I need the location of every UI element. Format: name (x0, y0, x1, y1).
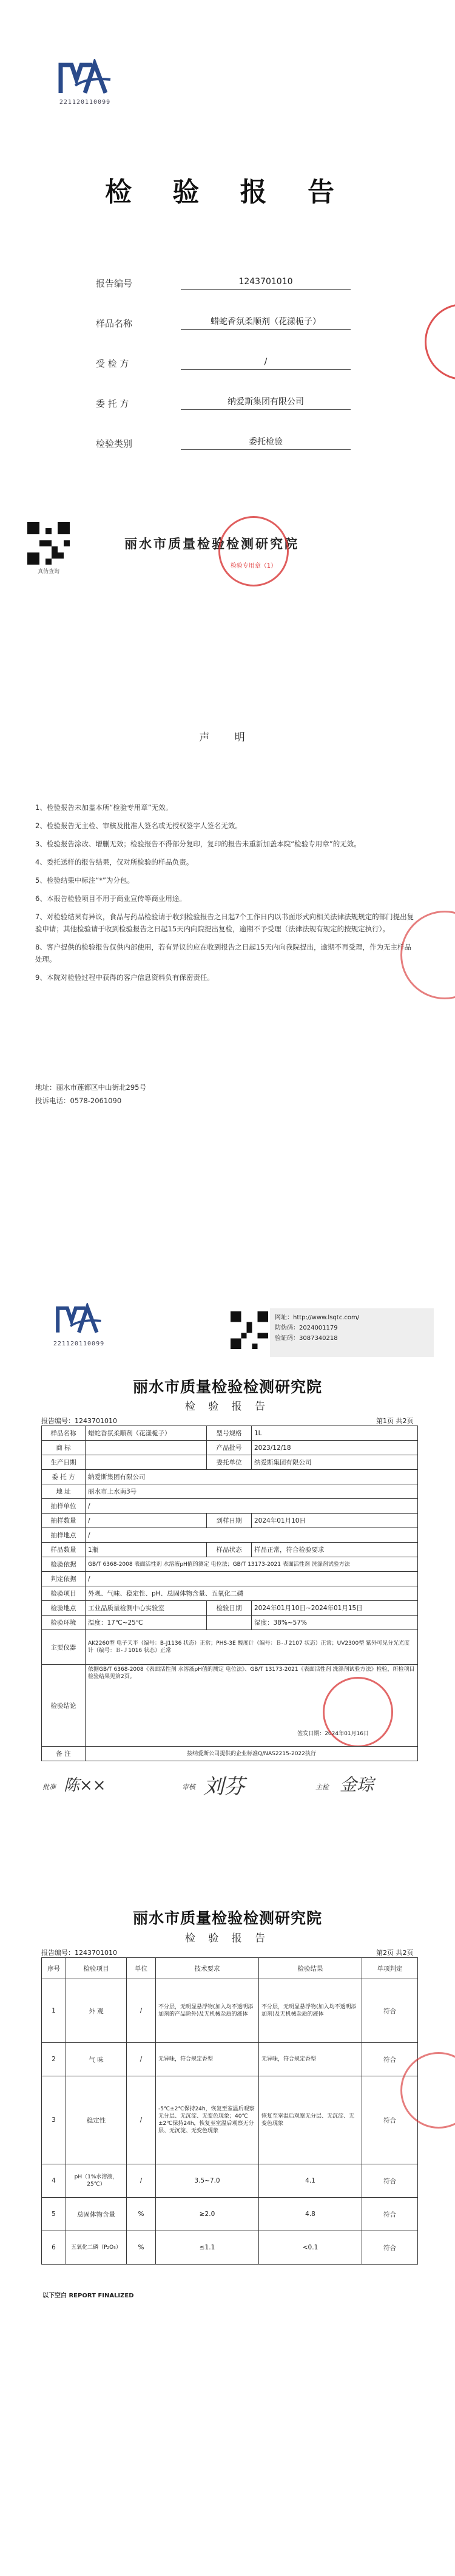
column-header: 检验结果 (259, 1958, 362, 1979)
equipment-value: AK2260型 电子天平（编号：B-J1136 状态）正常；PHS-3E 酸度计（编号：Ｂ-Ｊ2107 状态）正常；UV2300型 紫外可见分光光度计（编号：Ｂ-Ｊ1016 状态）正常 (86, 1630, 418, 1665)
cma-logo (56, 58, 114, 106)
report-org-name: 丽水市质量检验检测研究院 (132, 1909, 322, 1927)
field-label: 样品名称 (96, 318, 133, 329)
cell-no: 2 (42, 2043, 66, 2076)
field-value: 纳爱斯集团有限公司 (181, 395, 351, 410)
cell-result: 4.8 (259, 2198, 362, 2231)
cell-no: 1 (42, 1979, 66, 2043)
complaint-phone: 投诉电话：0578-2061090 (35, 1096, 122, 1105)
qr-code-icon (27, 522, 70, 565)
cell-result: 不分层，无明显悬浮物(加入均不透明添加剂)及无机械杂质的液体 (259, 1979, 362, 2043)
cell-result: 无异味，符合规定香型 (259, 2043, 362, 2076)
table-row (42, 2231, 418, 2265)
cell-no: 3 (42, 2076, 66, 2164)
signature-main: 金琮 (340, 1775, 374, 1795)
declaration-item: 8、客户提供的检验报告仅供内部使用，若有异议的应在收到报告之日起15天内向我院提出，逾期不再受理，作为无主样品处理。 (35, 943, 411, 963)
cell-unit: / (127, 2164, 156, 2198)
row-value: / (86, 1514, 207, 1528)
row-label: 产品批号 (207, 1441, 252, 1455)
row-value: / (86, 1572, 418, 1586)
sig-label-review: 审核 (182, 1783, 195, 1791)
row-value: 纳爱斯集团有限公司 (252, 1455, 418, 1470)
table-row (42, 2043, 418, 2076)
cell-item: 外 观 (66, 1979, 127, 2043)
cell-item: 气 味 (66, 2043, 127, 2076)
column-header: 序号 (42, 1958, 66, 1979)
report-number-value: 1243701010 (75, 1949, 117, 1957)
row-label (207, 1616, 252, 1630)
field-label: 检验类别 (96, 438, 133, 449)
row-label: 备 注 (42, 1747, 86, 1761)
qr-code[interactable] (231, 1311, 268, 1351)
conclusion-cell (86, 1665, 418, 1747)
report-page-1 (0, 1287, 455, 1900)
cell-judgement: 符合 (362, 2164, 418, 2198)
red-seal-icon (323, 1677, 393, 1747)
row-label: 检验地点 (42, 1601, 86, 1616)
report-number (41, 1416, 117, 1426)
cell-requirement: -5℃±2℃保持24h，恢复至室温后观察无分层、无沉淀、无变色现象；40℃±2℃保持24h，恢复至室温后观察无分层、无沉淀、无变色现象 (156, 2076, 259, 2164)
red-seal-icon (425, 304, 455, 380)
conclusion-text: 依据GB/T 6368-2008《表面活性剂 水溶液pH值的测定 电位法》、GB/T 13173-2021《表面活性剂 洗涤剂试验方法》检验，所检项目检验结果见第2页。 (88, 1667, 415, 1680)
field-value: 1243701010 (181, 274, 351, 290)
row-value: 样品正常，符合检验要求 (252, 1543, 418, 1557)
declaration-item: 3、检验报告涂改、增删无效；检验报告不得部分复印，复印的报告未重新加盖本院“检验专用章”的无效。 (35, 840, 361, 848)
table-row (42, 1543, 418, 1557)
cell-result: 4.1 (259, 2164, 362, 2198)
row-label: 样品数量 (42, 1543, 86, 1557)
cell-requirement: ≥2.0 (156, 2198, 259, 2231)
cell-unit: / (127, 1979, 156, 2043)
sig-label-approve: 批准 (42, 1783, 56, 1791)
declaration-item: 7、对检验结果有异议，食品与药品检验请于收到检验报告之日起7个工作日内以书面形式向相关法律法规规定的部门提出复验申请；其他检验请于收到检验报告之日起15天内向院提出复检，逾期不予受理（法律法规有规定的按规定执行）。 (35, 912, 414, 933)
declaration-page (0, 607, 455, 1239)
column-header: 技术要求 (156, 1958, 259, 1979)
declaration-list (35, 801, 417, 990)
table-row (42, 1586, 418, 1601)
table-row (42, 1747, 418, 1761)
report-number (41, 1948, 117, 1957)
cell-requirement: 无异味，符合规定香型 (156, 2043, 259, 2076)
signature-review: 刘芬 (203, 1775, 244, 1799)
page-info: 第1页 共2页 (376, 1417, 414, 1425)
qr-caption: 真伪查询 (37, 569, 59, 575)
table-header-row (42, 1958, 418, 1979)
field-report-no (96, 274, 351, 291)
report-end-mark: 以下空白 REPORT FINALIZED (42, 2292, 134, 2299)
cell-judgement: 符合 (362, 2231, 418, 2265)
cma-mark-icon (56, 58, 114, 98)
field-client (96, 395, 351, 412)
row-label: 样品名称 (42, 1426, 86, 1441)
cell-item: 五氧化二磷（P₂O₅） (66, 2231, 127, 2265)
row-value: 1L (252, 1426, 418, 1441)
table-row (42, 2076, 418, 2164)
row-label: 检验日期 (207, 1601, 252, 1616)
row-value: 外观、气味、稳定性、pH、总固体物含量、五氧化二磷 (86, 1586, 418, 1601)
row-value: 2024年01月10日 (252, 1514, 418, 1528)
row-label: 主要仪器 (42, 1630, 86, 1665)
row-label: 生产日期 (42, 1455, 86, 1470)
cell-requirement: 3.5~7.0 (156, 2164, 259, 2198)
table-row (42, 1557, 418, 1572)
table-row (42, 1455, 418, 1470)
report-number-value: 1243701010 (75, 1417, 117, 1425)
row-label: 到样日期 (207, 1514, 252, 1528)
qr-code-icon (231, 1311, 268, 1349)
field-value: 蜡蛇香氛柔顺剂（花漾栀子） (181, 314, 351, 330)
row-value: GB/T 6368-2008 表面活性剂 水溶液pH值的测定 电位法；GB/T 13173-2021 表面活性剂 洗涤剂试验方法 (86, 1557, 418, 1572)
table-row (42, 1470, 418, 1484)
row-label: 型号规格 (207, 1426, 252, 1441)
cell-judgement: 符合 (362, 2043, 418, 2076)
row-value: 蜡蛇香氛柔顺剂（花漾栀子） (86, 1426, 207, 1441)
report-subtitle: 检 验 报 告 (184, 1932, 271, 1945)
field-label: 委 托 方 (96, 398, 129, 409)
field-inspection-type (96, 435, 351, 452)
field-sample-name (96, 314, 351, 331)
declaration-item: 6、本报告检验项目不用于商业宣传等商业用途。 (35, 894, 186, 903)
table-row (42, 1630, 418, 1665)
row-value: 丽水市上水南3号 (86, 1484, 418, 1499)
qr-code[interactable] (27, 522, 70, 575)
stamp-text: 检验专用章（1） (230, 563, 277, 569)
column-header: 检验项目 (66, 1958, 127, 1979)
sig-label-main: 主检 (315, 1783, 329, 1791)
row-label: 委托单位 (207, 1455, 252, 1470)
cell-no: 6 (42, 2231, 66, 2265)
table-row (42, 1665, 418, 1747)
cma-code: 221120110099 (53, 1341, 105, 1347)
declaration-item: 5、检验结果中标注“*”为分包。 (35, 876, 134, 885)
field-value: 委托检验 (181, 435, 351, 450)
cover-title: 检 验 报 告 (105, 177, 350, 208)
declaration-item: 4、委托送样的报告结果，仅对所检验的样品负责。 (35, 858, 194, 866)
table-row (42, 1499, 418, 1514)
report-page-2 (0, 1900, 455, 2576)
row-value: 2023/12/18 (252, 1441, 418, 1455)
row-value (86, 1455, 207, 1470)
cell-item: 总固体物含量 (66, 2198, 127, 2231)
row-label: 检验项目 (42, 1586, 86, 1601)
cell-unit: % (127, 2231, 156, 2265)
row-label: 检验依据 (42, 1557, 86, 1572)
cell-unit: / (127, 2043, 156, 2076)
column-header: 单项判定 (362, 1958, 418, 1979)
cell-unit: / (127, 2076, 156, 2164)
anti-fake-code: 防伪码：2024001179 (275, 1325, 338, 1331)
signature-approve: 陈×× (64, 1776, 106, 1795)
row-label: 抽样单位 (42, 1499, 86, 1514)
row-label: 样品状态 (207, 1543, 252, 1557)
row-label: 判定依据 (42, 1572, 86, 1586)
declaration-title: 声 明 (199, 732, 256, 744)
cma-code: 221120110099 (59, 99, 111, 106)
row-value (86, 1441, 207, 1455)
declaration-footer (35, 1081, 146, 1107)
remark-value: 按纳爱斯公司提供的企业标准Q/NAS2215-2022执行 (86, 1747, 418, 1761)
report-number-label: 报告编号： (41, 1949, 75, 1957)
row-label: 检验环境 (42, 1616, 86, 1630)
table-row (42, 1528, 418, 1543)
declaration-item: 9、本院对检验过程中获得的客户信息资料负有保密责任。 (35, 973, 214, 982)
row-label: 抽样数量 (42, 1514, 86, 1528)
cell-item: pH（1%水溶液，25℃） (66, 2164, 127, 2198)
cell-judgement: 符合 (362, 2198, 418, 2231)
report-number-label: 报告编号： (41, 1417, 75, 1425)
table-row (42, 1426, 418, 1441)
cell-result: 恢复至室温后观察无分层、无沉淀、无变色现象 (259, 2076, 362, 2164)
address: 地址：丽水市莲都区中山街北295号 (35, 1083, 146, 1092)
column-header: 单位 (127, 1958, 156, 1979)
table-row (42, 1979, 418, 2043)
row-value: / (86, 1499, 418, 1514)
row-label: 抽样地点 (42, 1528, 86, 1543)
field-label: 受 检 方 (96, 358, 129, 369)
row-value: 温度：17℃~25℃ (86, 1616, 207, 1630)
table-row (42, 1601, 418, 1616)
row-value: 纳爱斯集团有限公司 (86, 1470, 418, 1484)
declaration-item: 2、检验报告无主检、审核及批准人签名或无授权签字人签名无效。 (35, 821, 242, 830)
row-value: 2024年01月10日~2024年01月15日 (252, 1601, 418, 1616)
cma-logo (50, 1299, 108, 1347)
field-label: 报告编号 (96, 278, 133, 289)
cover-org-name: 丽水市质量检验检测研究院 (124, 536, 299, 551)
page-info: 第2页 共2页 (376, 1949, 414, 1957)
table-row (42, 1572, 418, 1586)
cell-no: 4 (42, 2164, 66, 2198)
inspection-stamp (218, 516, 289, 586)
report-org-name: 丽水市质量检验检测研究院 (132, 1378, 322, 1396)
signed-date: 签发日期：2024年01月16日 (297, 1731, 369, 1737)
table-row (42, 1484, 418, 1499)
declaration-item: 1、检验报告未加盖本所“检验专用章”无效。 (35, 803, 173, 812)
table-row (42, 1616, 418, 1630)
info-table (41, 1426, 418, 1761)
table-row (42, 2164, 418, 2198)
cell-requirement: 不分层，无明显悬浮物(加入均不透明添加剂的产品除外)及无机械杂质的液体 (156, 1979, 259, 2043)
field-value: / (181, 355, 351, 370)
cell-item: 稳定性 (66, 2076, 127, 2164)
cell-unit: % (127, 2198, 156, 2231)
row-label: 商 标 (42, 1441, 86, 1455)
row-value: / (86, 1528, 418, 1543)
website: 网址：http://www.lsqtc.com/ (275, 1314, 360, 1321)
cell-judgement: 符合 (362, 1979, 418, 2043)
cell-requirement: ≤1.1 (156, 2231, 259, 2265)
verification-box (270, 1308, 434, 1357)
report-subtitle: 检 验 报 告 (184, 1401, 271, 1413)
cell-result: <0.1 (259, 2231, 362, 2265)
table-row (42, 1441, 418, 1455)
table-row (42, 1514, 418, 1528)
row-label: 委 托 方 (42, 1470, 86, 1484)
field-inspected-party (96, 355, 351, 372)
row-value: 工业品质量检测中心实验室 (86, 1601, 207, 1616)
cma-mark-icon (50, 1299, 108, 1339)
row-value: 湿度：38%~57% (252, 1616, 418, 1630)
cover-page (0, 0, 455, 607)
cell-no: 5 (42, 2198, 66, 2231)
cell-judgement: 符合 (362, 2076, 418, 2164)
row-value: 1瓶 (86, 1543, 207, 1557)
table-row (42, 2198, 418, 2231)
results-table (41, 1957, 418, 2265)
row-label: 地 址 (42, 1484, 86, 1499)
row-label: 检验结论 (42, 1665, 86, 1747)
verify-code: 验证码：3087340218 (275, 1335, 338, 1342)
